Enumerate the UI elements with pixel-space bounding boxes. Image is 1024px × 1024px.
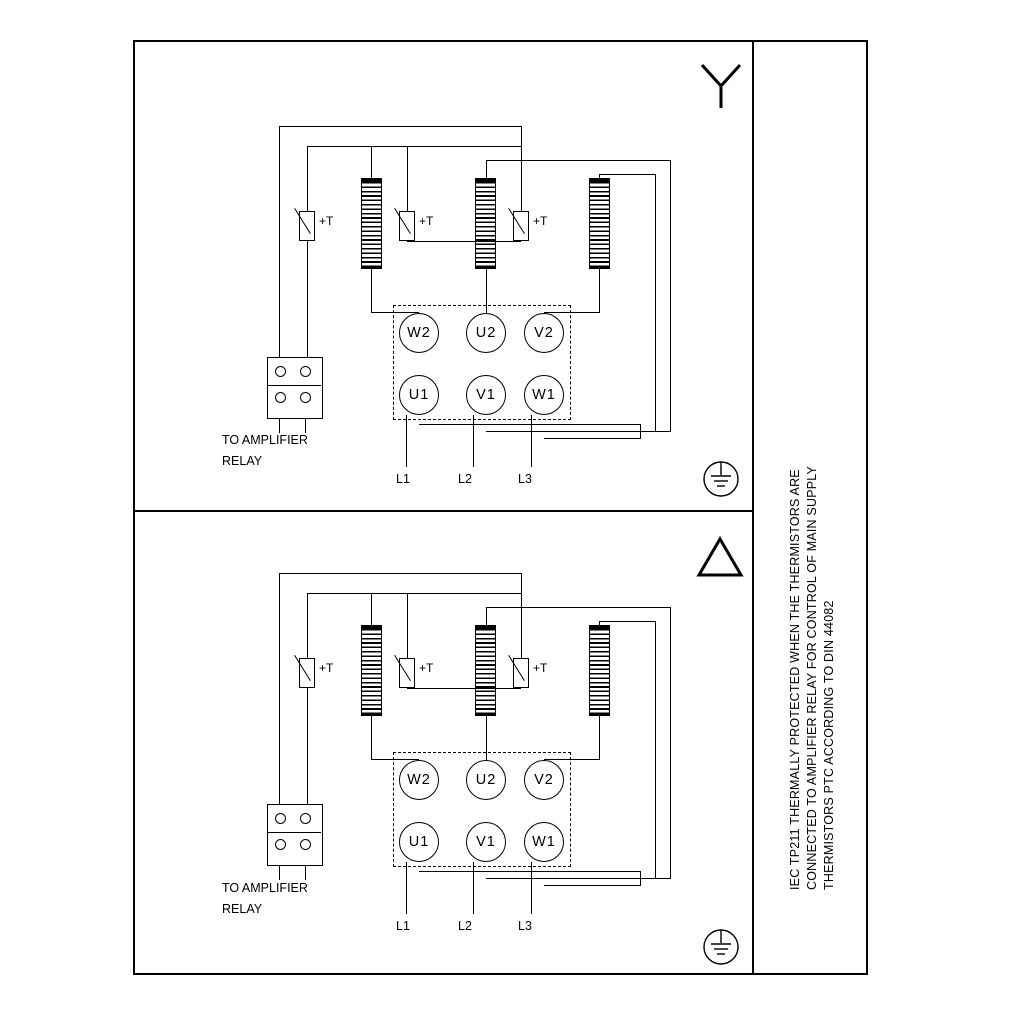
l3-lead [531, 862, 532, 914]
thermistor-1 [299, 658, 315, 688]
therm-wire-f [407, 146, 408, 211]
l1-lead [406, 862, 407, 914]
coil-2-top-lead [486, 160, 487, 180]
thermistor-1-label: +T [319, 661, 334, 675]
coil-1-top-lead [371, 146, 372, 179]
conn-divider [268, 385, 321, 386]
amplifier-connection-box [267, 804, 323, 866]
phase-label-l3: L3 [518, 472, 532, 486]
conn-lead-1 [279, 419, 280, 433]
coil-1-lead-h [371, 759, 419, 760]
l2-lead [473, 415, 474, 467]
note-line-1: IEC TP211 THERMALLY PROTECTED WHEN THE THERMISTORS ARE [788, 469, 802, 890]
terminal-v2: V2 [524, 313, 564, 353]
terminal-u1: U1 [399, 375, 439, 415]
conn-hole-2 [300, 366, 311, 377]
coil-3 [589, 629, 610, 713]
phase-label-l1: L1 [396, 472, 410, 486]
thermistor-1-label: +T [319, 214, 334, 228]
bottom-bus-2 [486, 431, 671, 432]
coil-3-top-h [599, 621, 655, 622]
coil-3-top-lead [599, 621, 600, 629]
conn-hole-3 [275, 839, 286, 850]
therm-wire-g [307, 241, 308, 357]
coil-2-top-right [670, 607, 671, 878]
therm-wire-d [307, 146, 308, 211]
coil-2-top-right [670, 160, 671, 431]
bottom-bus-3 [544, 438, 640, 439]
phase-label-l2: L2 [458, 919, 472, 933]
thermistor-1 [299, 211, 315, 241]
therm-wire-a [279, 126, 280, 357]
terminal-v1: V1 [466, 375, 506, 415]
conn-hole-1 [275, 366, 286, 377]
coil-3-lead-h [544, 759, 600, 760]
terminal-w1: W1 [524, 822, 564, 862]
l1-lead [406, 415, 407, 467]
therm-wire-a [279, 573, 280, 804]
conn-divider [268, 832, 321, 833]
thermistor-3 [513, 211, 529, 241]
conn-hole-1 [275, 813, 286, 824]
coil-3-top-right [655, 621, 656, 878]
phase-label-l1: L1 [396, 919, 410, 933]
phase-label-l2: L2 [458, 472, 472, 486]
star-wye-icon [698, 62, 744, 110]
bottom-bus-3-stub [640, 431, 641, 439]
therm-wire-j [407, 241, 521, 242]
terminal-w2: W2 [399, 760, 439, 800]
conn-hole-4 [300, 839, 311, 850]
note-line-3: THERMISTORS PTC ACCORDING TO DIN 44082 [822, 600, 836, 890]
thermistor-3 [513, 658, 529, 688]
bottom-bus-1 [419, 424, 640, 425]
coil-2 [475, 182, 496, 266]
therm-wire-b [279, 573, 522, 574]
bottom-bus-2 [486, 878, 671, 879]
thermistor-2-label: +T [419, 661, 434, 675]
amplifier-label-line-2: RELAY [222, 902, 263, 916]
thermistor-2 [399, 658, 415, 688]
thermistor-2-label: +T [419, 214, 434, 228]
thermistor-3-label: +T [533, 661, 548, 675]
coil-1 [361, 182, 382, 266]
terminal-w1: W1 [524, 375, 564, 415]
coil-2 [475, 629, 496, 713]
amplifier-label-line-2: RELAY [222, 454, 263, 468]
panel-divider [133, 510, 754, 512]
coil-1-lead-down [371, 269, 372, 313]
therm-wire-c [521, 573, 522, 658]
amplifier-label-line-1: TO AMPLIFIER [222, 433, 308, 447]
coil-1-top-h [371, 593, 521, 594]
coil-3-top-h [599, 174, 655, 175]
delta-icon [696, 536, 744, 578]
amplifier-label-line-1: TO AMPLIFIER [222, 881, 308, 895]
therm-wire-j [407, 688, 521, 689]
coil-3-lead-down [599, 716, 600, 760]
coil-3-lead-down [599, 269, 600, 313]
coil-3-top-right [655, 174, 656, 431]
thermistor-3-label: +T [533, 214, 548, 228]
coil-3-top-lead [599, 174, 600, 182]
l2-lead [473, 862, 474, 914]
thermistor-2 [399, 211, 415, 241]
coil-1-top-lead [371, 593, 372, 626]
bottom-bus-1 [419, 871, 640, 872]
coil-2-lead-down [486, 716, 487, 760]
coil-2-top-lead [486, 607, 487, 627]
terminal-u2: U2 [466, 313, 506, 353]
note-column-divider [752, 40, 754, 975]
terminal-v2: V2 [524, 760, 564, 800]
coil-2-top-h [486, 160, 670, 161]
earth-ground-icon [700, 926, 742, 968]
note-line-2: CONNECTED TO AMPLIFIER RELAY FOR CONTROL OF MAIN SUPPLY [805, 465, 819, 890]
conn-hole-2 [300, 813, 311, 824]
coil-1 [361, 629, 382, 713]
terminal-w2: W2 [399, 313, 439, 353]
conn-hole-4 [300, 392, 311, 403]
therm-wire-c [521, 126, 522, 211]
therm-wire-f [407, 593, 408, 658]
terminal-u2: U2 [466, 760, 506, 800]
terminal-v1: V1 [466, 822, 506, 862]
bottom-bus-3-stub [640, 878, 641, 886]
earth-ground-icon [700, 458, 742, 500]
coil-2-top-h [486, 607, 670, 608]
coil-3 [589, 182, 610, 266]
conn-lead-2 [305, 419, 306, 433]
terminal-u1: U1 [399, 822, 439, 862]
amplifier-connection-box [267, 357, 323, 419]
therm-wire-g [307, 688, 308, 804]
conn-lead-1 [279, 866, 280, 880]
l3-lead [531, 415, 532, 467]
coil-2-lead-down [486, 269, 487, 313]
phase-label-l3: L3 [518, 919, 532, 933]
coil-1-lead-down [371, 716, 372, 760]
conn-hole-3 [275, 392, 286, 403]
bottom-bus-3 [544, 885, 640, 886]
conn-lead-2 [305, 866, 306, 880]
therm-wire-d [307, 593, 308, 658]
coil-1-top-h [371, 146, 521, 147]
therm-wire-b [279, 126, 522, 127]
coil-1-lead-h [371, 312, 419, 313]
coil-3-lead-h [544, 312, 600, 313]
